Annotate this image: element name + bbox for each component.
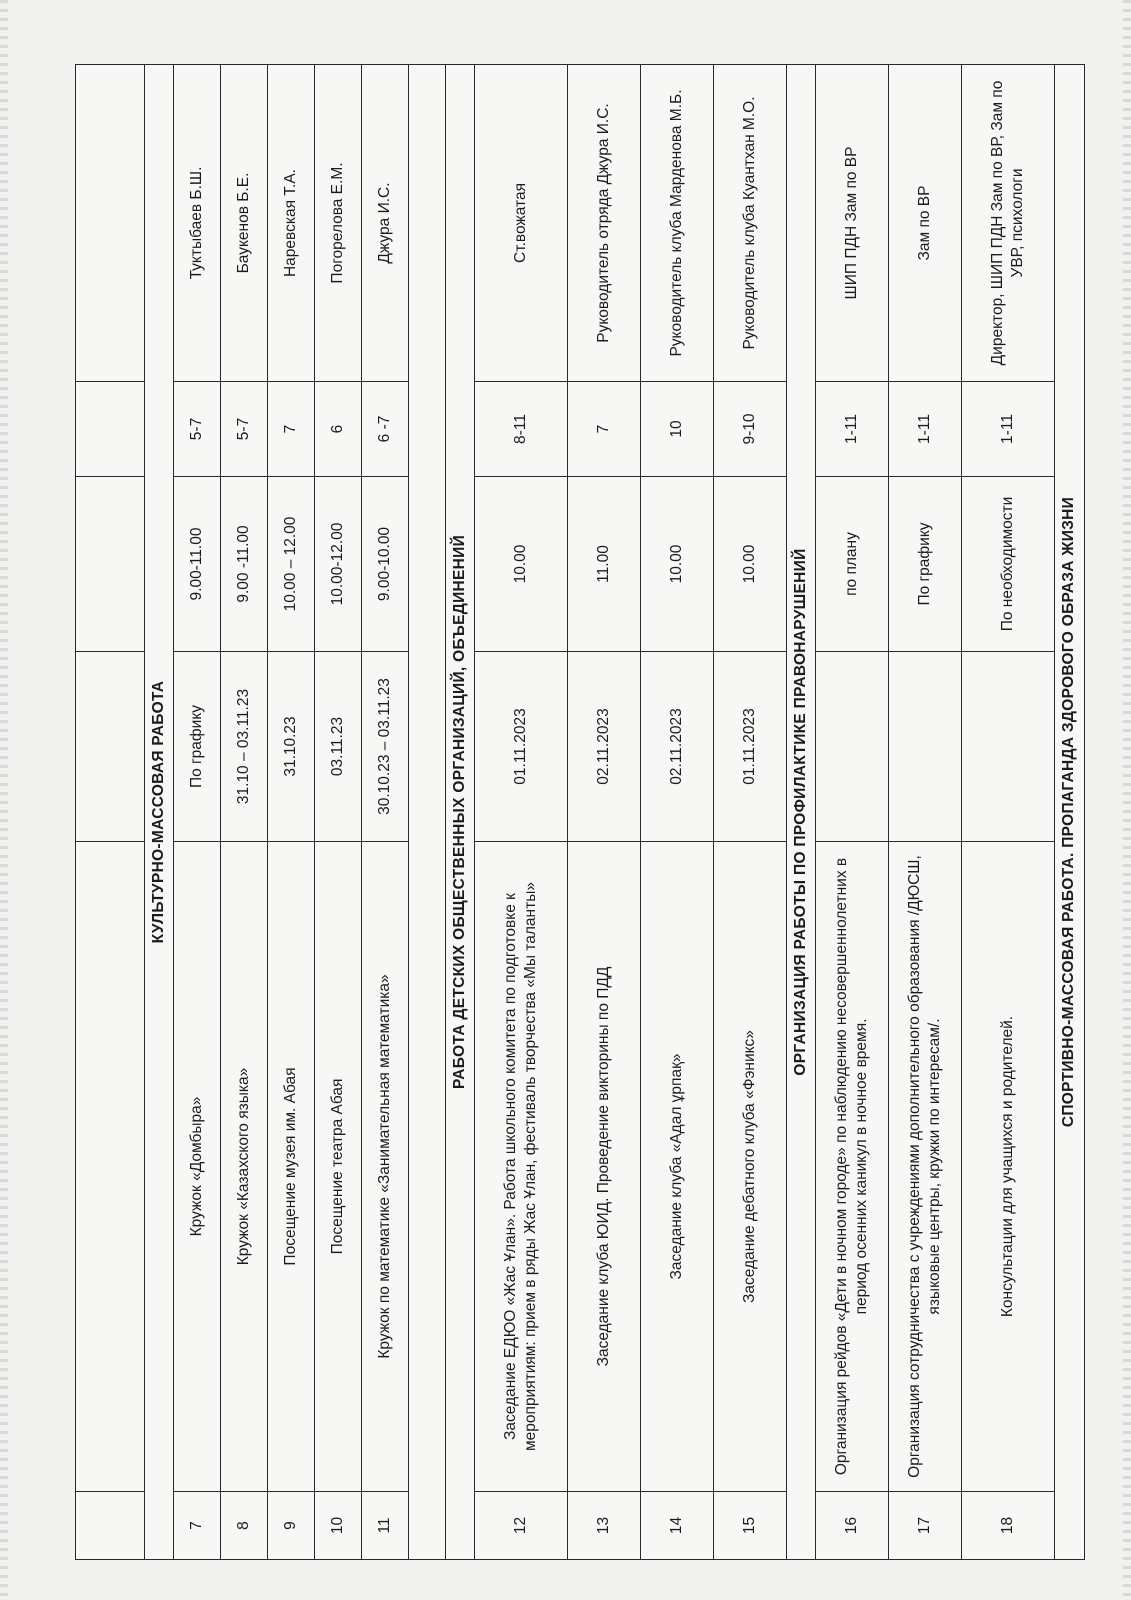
- section-header: [1055, 65, 1084, 1560]
- section-title: КУЛЬТУРНО-МАССОВАЯ РАБОТА: [145, 65, 174, 1560]
- activity-name: Организация рейдов «Дети в ночном городе» по наблюдению несовершеннолетних в период осенних каникул в ночное время.: [816, 842, 889, 1492]
- activity-grade: 7: [568, 382, 641, 477]
- activity-grade: 5-7: [174, 382, 221, 477]
- table-row: [221, 65, 268, 1560]
- row-number: 16: [816, 1492, 889, 1560]
- activity-date: 02.11.2023: [568, 652, 641, 842]
- row-number: 12: [475, 1492, 568, 1560]
- activity-name: Кружок «Казахского языка»: [221, 842, 268, 1492]
- spacer-row: [409, 65, 446, 1560]
- activity-time: 11.00: [568, 477, 641, 652]
- table-row: [475, 65, 568, 1560]
- table-row: [174, 65, 221, 1560]
- activity-grade: 10: [641, 382, 714, 477]
- activity-time: 9.00-10.00: [362, 477, 409, 652]
- activity-time: По графику: [889, 477, 962, 652]
- table-row: [962, 65, 1055, 1560]
- activity-date: [962, 652, 1055, 842]
- activity-plan-table: [75, 64, 1085, 1560]
- activity-date: 03.11.23: [315, 652, 362, 842]
- table-row: [816, 65, 889, 1560]
- activity-grade: 6: [315, 382, 362, 477]
- section-header: [446, 65, 475, 1560]
- activity-grade: 5-7: [221, 382, 268, 477]
- activity-grade: 1-11: [962, 382, 1055, 477]
- activity-date: 31.10.23: [268, 652, 315, 842]
- activity-date: По графику: [174, 652, 221, 842]
- row-number: 17: [889, 1492, 962, 1560]
- row-number: 18: [962, 1492, 1055, 1560]
- activity-name: Посещение театра Абая: [315, 842, 362, 1492]
- activity-responsible: Туктыбаев Б.Ш.: [174, 65, 221, 382]
- activity-date: [889, 652, 962, 842]
- activity-date: 30.10.23 – 03.11.23: [362, 652, 409, 842]
- section-title: РАБОТА ДЕТСКИХ ОБЩЕСТВЕННЫХ ОРГАНИЗАЦИЙ, ОБЪЕДИНЕНИЙ: [446, 65, 475, 1560]
- row-number: 11: [362, 1492, 409, 1560]
- activity-responsible: Руководитель клуба Куантхан М.О.: [714, 65, 787, 382]
- activity-date: 01.11.2023: [475, 652, 568, 842]
- activity-responsible: Руководитель клуба Марденова М.Б.: [641, 65, 714, 382]
- activity-time: по плану: [816, 477, 889, 652]
- activity-time: 10.00 – 12.00: [268, 477, 315, 652]
- activity-date: 31.10 – 03.11.23: [221, 652, 268, 842]
- section-title: ОРГАНИЗАЦИЯ РАБОТЫ ПО ПРОФИЛАКТИКЕ ПРАВОНАРУШЕНИЙ: [787, 65, 816, 1560]
- activity-grade: 1-11: [889, 382, 962, 477]
- activity-name: Консультации для учащихся и родителей.: [962, 842, 1055, 1492]
- activity-name: Посещение музея им. Абая: [268, 842, 315, 1492]
- activity-grade: 7: [268, 382, 315, 477]
- activity-name: Кружок «Домбыра»: [174, 842, 221, 1492]
- activity-name: Заседание ЕДЮО «Жас Ұлан». Работа школьного комитета по подготовке к мероприятиям: прием в ряды Жас Ұлан, фестиваль творчества «Мы таланты»: [475, 842, 568, 1492]
- activity-name: Организация сотрудничества с учреждениями дополнительного образования /ДЮСШ, языковые центры, кружки по интересам/.: [889, 842, 962, 1492]
- table-row: [889, 65, 962, 1560]
- table-row: [315, 65, 362, 1560]
- activity-name: Заседание клуба ЮИД. Проведение викторины по ПДД: [568, 842, 641, 1492]
- table-row: [362, 65, 409, 1560]
- activity-responsible: ШИП ПДН Зам по ВР: [816, 65, 889, 382]
- activity-date: 01.11.2023: [714, 652, 787, 842]
- activity-grade: 9-10: [714, 382, 787, 477]
- activity-grade: 6 -7: [362, 382, 409, 477]
- section-header: [787, 65, 816, 1560]
- activity-name: Заседание дебатного клуба «Фэникс»: [714, 842, 787, 1492]
- row-number: 13: [568, 1492, 641, 1560]
- row-number: 15: [714, 1492, 787, 1560]
- activity-time: 10.00-12.00: [315, 477, 362, 652]
- activity-responsible: Директор, ШИП ПДН Зам по ВР, Зам по УВР, психологи: [962, 65, 1055, 382]
- activity-responsible: Наревская Т.А.: [268, 65, 315, 382]
- activity-date: 02.11.2023: [641, 652, 714, 842]
- activity-time: 10.00: [641, 477, 714, 652]
- table-row: [714, 65, 787, 1560]
- table-top-blank-row: [76, 65, 145, 1560]
- activity-responsible: Руководитель отряда Джура И.С.: [568, 65, 641, 382]
- activity-date: [816, 652, 889, 842]
- activity-grade: 1-11: [816, 382, 889, 477]
- row-number: 7: [174, 1492, 221, 1560]
- activity-time: 9.00-11.00: [174, 477, 221, 652]
- activity-time: 9.00 -11.00: [221, 477, 268, 652]
- activity-responsible: Погорелова Е.М.: [315, 65, 362, 382]
- activity-responsible: Зам по ВР: [889, 65, 962, 382]
- activity-responsible: Джура И.С.: [362, 65, 409, 382]
- table-row: [641, 65, 714, 1560]
- activity-responsible: Ст.вожатая: [475, 65, 568, 382]
- row-number: 9: [268, 1492, 315, 1560]
- activity-time: 10.00: [714, 477, 787, 652]
- activity-grade: 8-11: [475, 382, 568, 477]
- table-row: [568, 65, 641, 1560]
- activity-time: По необходимости: [962, 477, 1055, 652]
- section-title: СПОРТИВНО-МАССОВАЯ РАБОТА. ПРОПАГАНДА ЗДОРОВОГО ОБРАЗА ЖИЗНИ: [1055, 65, 1084, 1560]
- activity-time: 10.00: [475, 477, 568, 652]
- activity-responsible: Баукенов Б.Е.: [221, 65, 268, 382]
- row-number: 8: [221, 1492, 268, 1560]
- activity-name: Заседание клуба «Адал ұрпақ»: [641, 842, 714, 1492]
- row-number: 10: [315, 1492, 362, 1560]
- table-row: [268, 65, 315, 1560]
- activity-name: Кружок по математике «Занимательная математика»: [362, 842, 409, 1492]
- row-number: 14: [641, 1492, 714, 1560]
- section-header: [145, 65, 174, 1560]
